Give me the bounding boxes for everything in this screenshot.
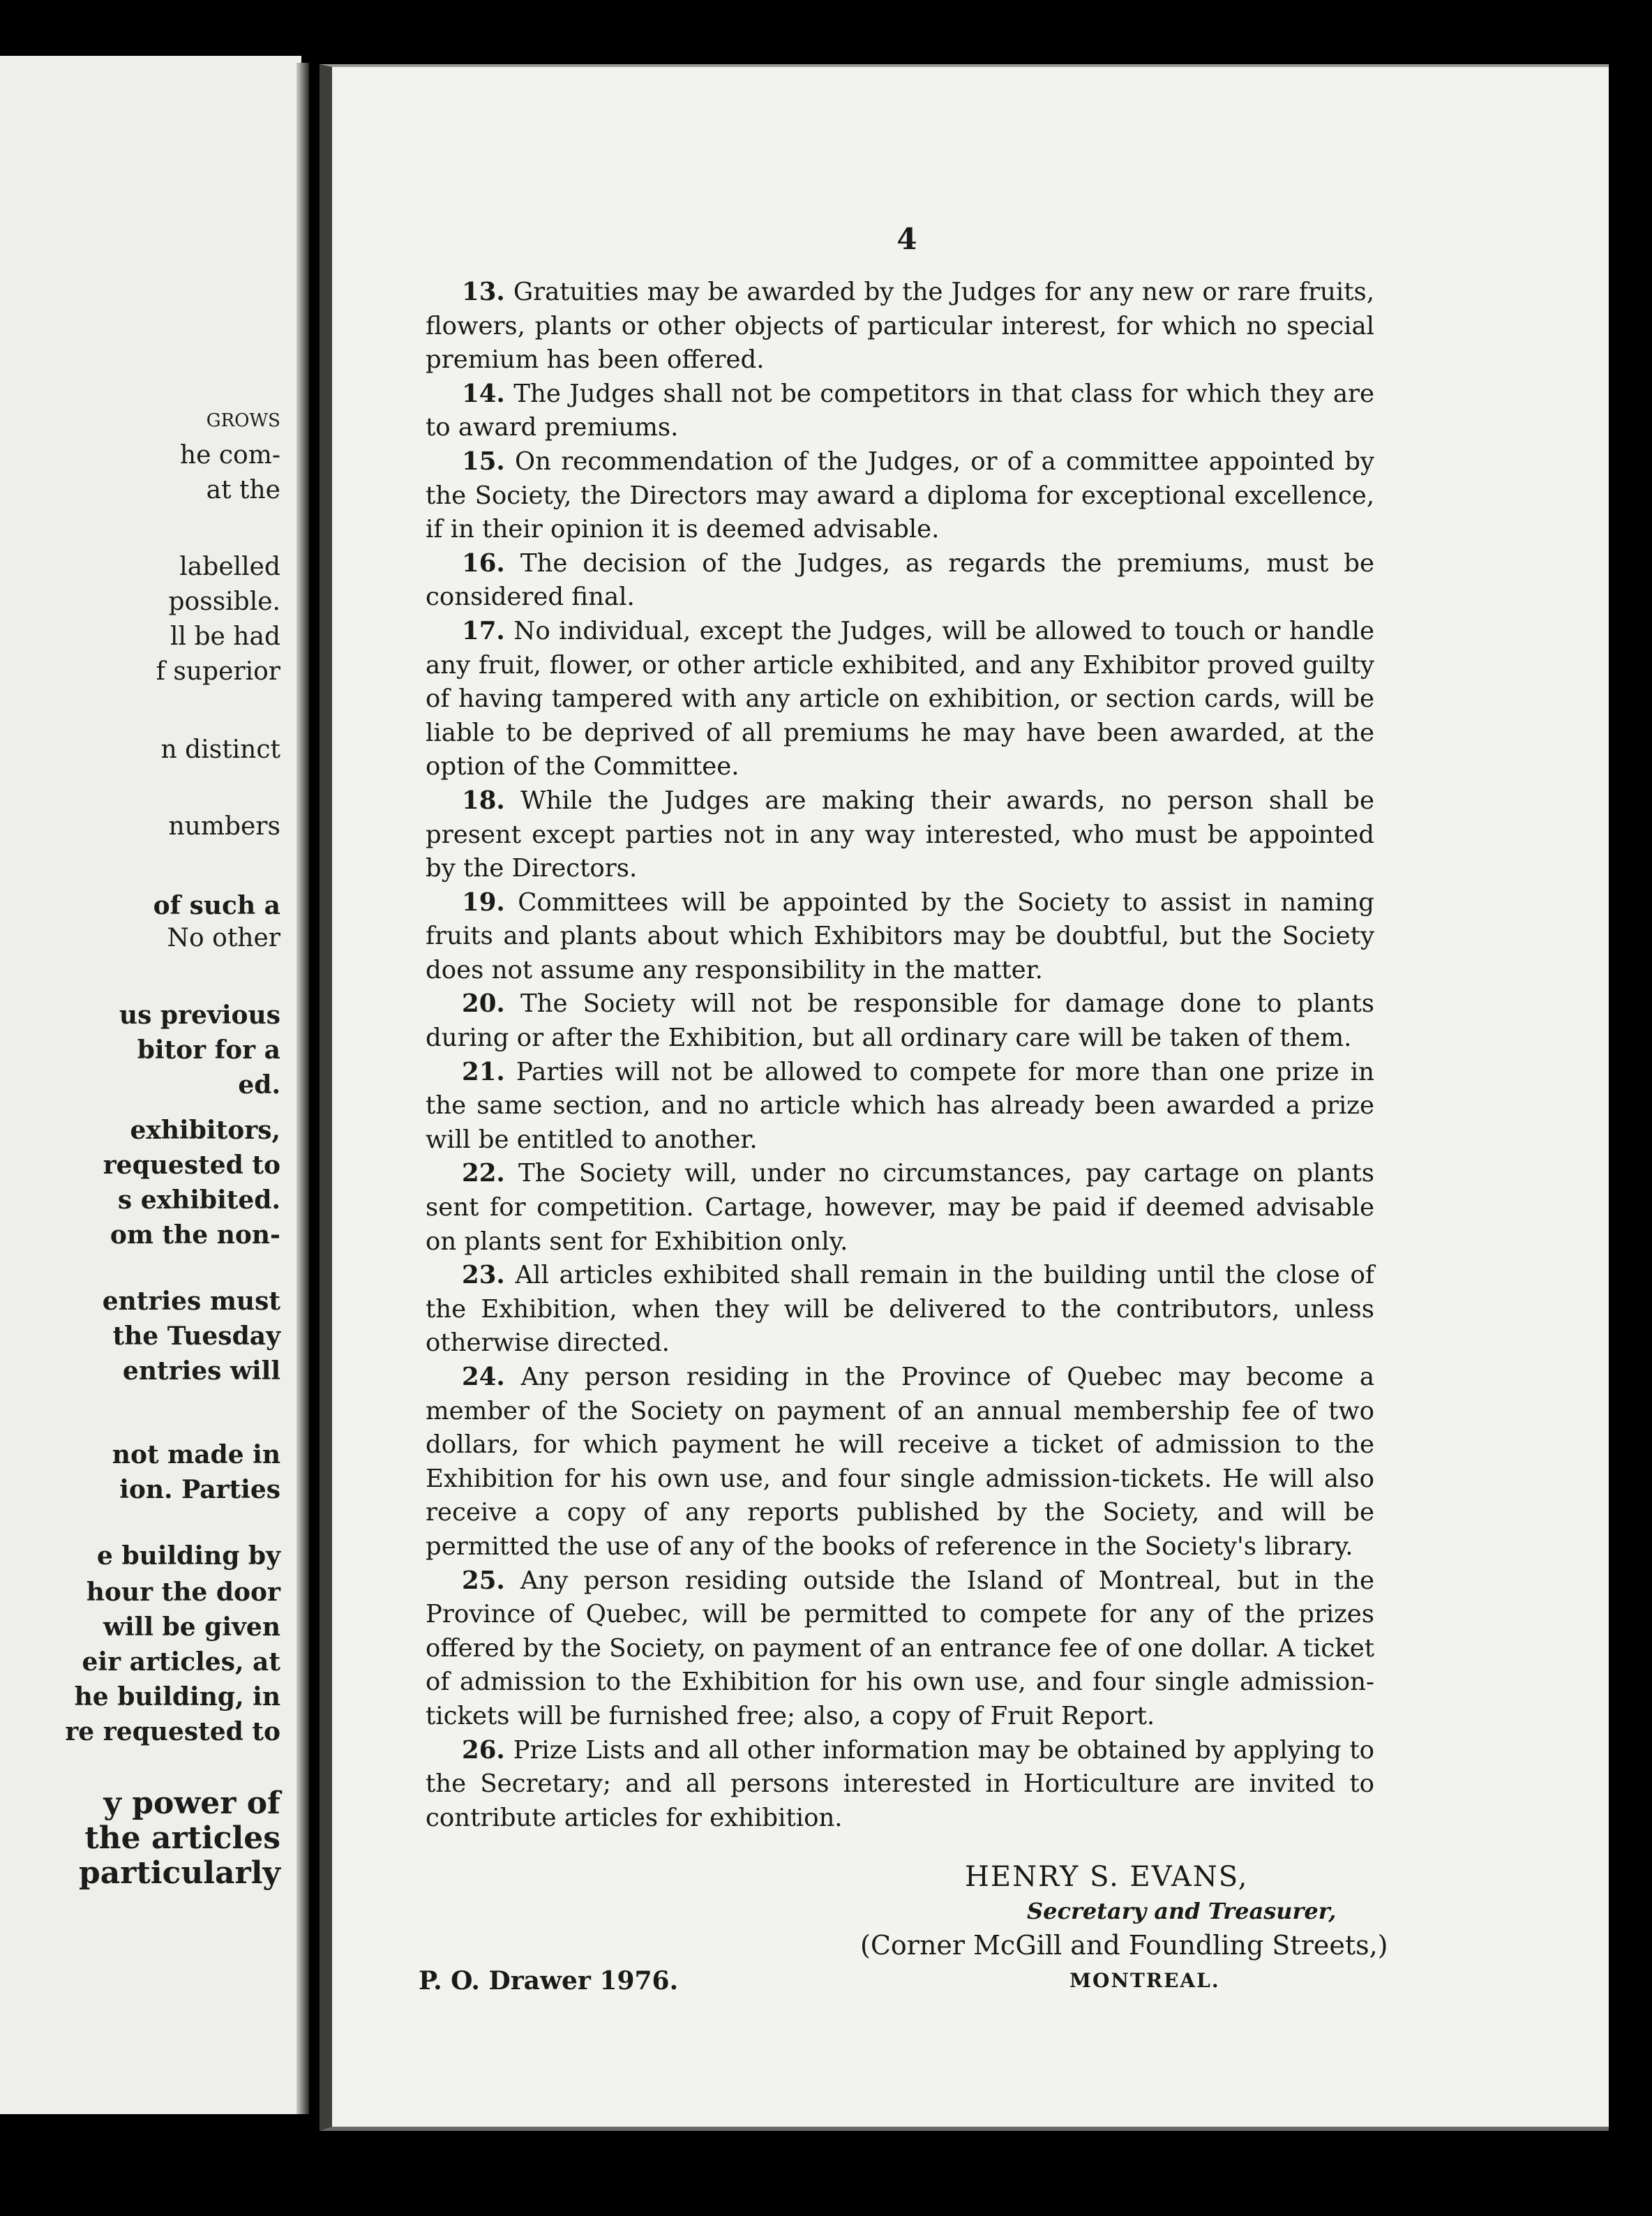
rule-paragraph [426, 1157, 1374, 1259]
rule-text: Any person residing in the Province of Quebec may become a member of the Society on payment of an annual membership fee of two dollars, for which payment he will receive a ticket of admission to the Exhibition for his own use, and four single admission-tickets. He will also receive a copy of any reports published by the Society, and will be permitted the use of any of the books of reference in the Society's library. [426, 1363, 1374, 1561]
rule-number: 25. [462, 1566, 505, 1595]
rule-text: While the Judges are making their awards, no person shall be present except parties not in any way interested, who must be appointed by the Directors. [426, 786, 1374, 883]
rule-text: The decision of the Judges, as regards the premiums, must be considered final. [426, 548, 1374, 612]
rule-paragraph [426, 1734, 1374, 1836]
rule-number: 13. [462, 278, 505, 306]
left-page-text-fragment: at the [206, 476, 280, 504]
page-gutter [296, 63, 309, 2114]
left-page-text-fragment: ion. Parties [119, 1475, 280, 1504]
rule-paragraph [426, 1361, 1374, 1564]
rule-text: Any person residing outside the Island of Montreal, but in the Province of Quebec, will be permitted to compete for any of the prizes offered by the Society, on payment of an entrance fee of one dollar. A ticket of admission to the Exhibition for his own use, and four single admission-tickets will be furnished free; also, a copy of Fruit Report. [426, 1566, 1374, 1730]
left-page-text-fragment: bitor for a [137, 1035, 280, 1065]
rule-number: 14. [462, 379, 505, 408]
page-number: 4 [896, 222, 917, 256]
rule-text: Prize Lists and all other information may be obtained by applying to the Secretary; and all persons interested in Horticulture are invited to contribute articles for exhibition. [426, 1735, 1374, 1832]
rule-text: On recommendation of the Judges, or of a committee appointed by the Society, the Directors may award a diploma for exceptional excellence, if in their opinion it is deemed advisable. [426, 447, 1374, 544]
left-page-text-fragment: will be given [103, 1612, 280, 1642]
left-page-text-fragment: ll be had [170, 622, 280, 651]
rule-number: 15. [462, 447, 505, 476]
rule-number: 24. [462, 1363, 505, 1391]
left-page-text-fragment: requested to [103, 1151, 280, 1180]
po-drawer: P. O. Drawer 1976. [419, 1966, 679, 1996]
left-page-text-fragment: e building by [97, 1541, 280, 1571]
rule-number: 26. [462, 1735, 505, 1765]
rule-paragraph [426, 276, 1374, 377]
rule-number: 19. [462, 888, 505, 917]
signatory-city: MONTREAL. [1069, 1969, 1220, 1992]
rule-text: The Society will, under no circumstances, pay cartage on plants sent for competition. Cartage, however, may be paid if deemed advisable on plants sent for Exhibition only. [426, 1159, 1374, 1256]
rule-text: Committees will be appointed by the Society to assist in naming fruits and plants about which Exhibitors may be doubtful, but the Society does not assume any responsibility in the matter. [426, 888, 1374, 985]
left-page-text-fragment: us previous [119, 1001, 280, 1030]
left-page-text-fragment: eir articles, at [82, 1647, 280, 1677]
rule-number: 21. [462, 1057, 505, 1086]
rule-text: Parties will not be allowed to compete for more than one prize in the same section, and no article which has already been awarded a prize will be entitled to another. [426, 1057, 1374, 1154]
rule-text: All articles exhibited shall remain in the building until the close of the Exhibition, when they will be delivered to the contributors, unless otherwise directed. [426, 1261, 1374, 1358]
rule-number: 17. [462, 616, 505, 645]
rule-number: 20. [462, 989, 505, 1019]
left-page-text-fragment: ed. [238, 1070, 280, 1100]
left-page-text-fragment: the articles [84, 1820, 280, 1856]
left-page-fragment [0, 56, 301, 2114]
left-page-text-fragment: exhibitors, [130, 1116, 280, 1145]
rule-number: 23. [462, 1261, 505, 1290]
rule-paragraph [426, 547, 1374, 615]
left-page-text-fragment: re requested to [65, 1717, 280, 1746]
rule-paragraph [426, 1259, 1374, 1361]
left-page-text-fragment: y power of [103, 1785, 280, 1821]
rule-paragraph [426, 1564, 1374, 1734]
left-page-text-fragment: labelled [179, 553, 280, 581]
left-page-text-fragment: numbers [168, 812, 280, 841]
rule-paragraph [426, 784, 1374, 886]
rule-text: The Society will not be responsible for damage done to plants during or after the Exhibition, but all ordinary care will be taken of them. [426, 989, 1374, 1053]
left-page-text-fragment: hour the door [86, 1578, 280, 1607]
left-page-text-fragment: entries will [122, 1356, 280, 1386]
rule-text: The Judges shall not be competitors in that class for which they are to award premiums. [426, 379, 1374, 442]
left-page-text-fragment: the Tuesday [112, 1322, 280, 1351]
rule-number: 22. [462, 1159, 505, 1188]
left-page-text-fragment: not made in [112, 1440, 280, 1469]
rule-text: No individual, except the Judges, will be allowed to touch or handle any fruit, flower, or other article exhibited, and any Exhibitor proved guilty of having tampered with any article on exhibition, or section cards, will be liable to be deprived of all premiums he may have been awarded, at the option of the Committee. [426, 616, 1374, 781]
left-page-text-fragment: he com- [179, 441, 280, 470]
left-page-text-fragment: n distinct [160, 735, 280, 764]
rule-paragraph [426, 987, 1374, 1055]
rules-text [426, 276, 1374, 1835]
left-page-text-fragment: he building, in [74, 1682, 280, 1712]
rule-paragraph [426, 445, 1374, 547]
left-page-text-fragment: s exhibited. [117, 1185, 280, 1215]
left-page-text-fragment: f superior [156, 657, 280, 686]
rule-number: 16. [462, 548, 505, 578]
left-page-text-fragment: om the non- [110, 1220, 280, 1250]
left-page-text-fragment: of such a [153, 891, 280, 920]
rule-paragraph [426, 1056, 1374, 1158]
left-page-text-fragment: particularly [79, 1855, 280, 1891]
rule-text: Gratuities may be awarded by the Judges for any new or rare fruits, flowers, plants or other objects of particular interest, for which no special premium has been offered. [426, 278, 1374, 375]
signatory-title: Secretary and Treasurer, [1027, 1898, 1337, 1924]
left-page-text-fragment: possible. [168, 587, 280, 616]
rule-paragraph [426, 886, 1374, 988]
rule-number: 18. [462, 786, 505, 815]
signatory-name: HENRY S. EVANS, [965, 1861, 1249, 1893]
left-page-text-fragment: No other [167, 924, 280, 952]
left-page-text-fragment: GROWS [206, 410, 280, 431]
signatory-address: (Corner McGill and Foundling Streets,) [860, 1930, 1388, 1961]
left-page-text-fragment: entries must [102, 1287, 280, 1316]
rule-paragraph [426, 377, 1374, 445]
rule-paragraph [426, 615, 1374, 784]
